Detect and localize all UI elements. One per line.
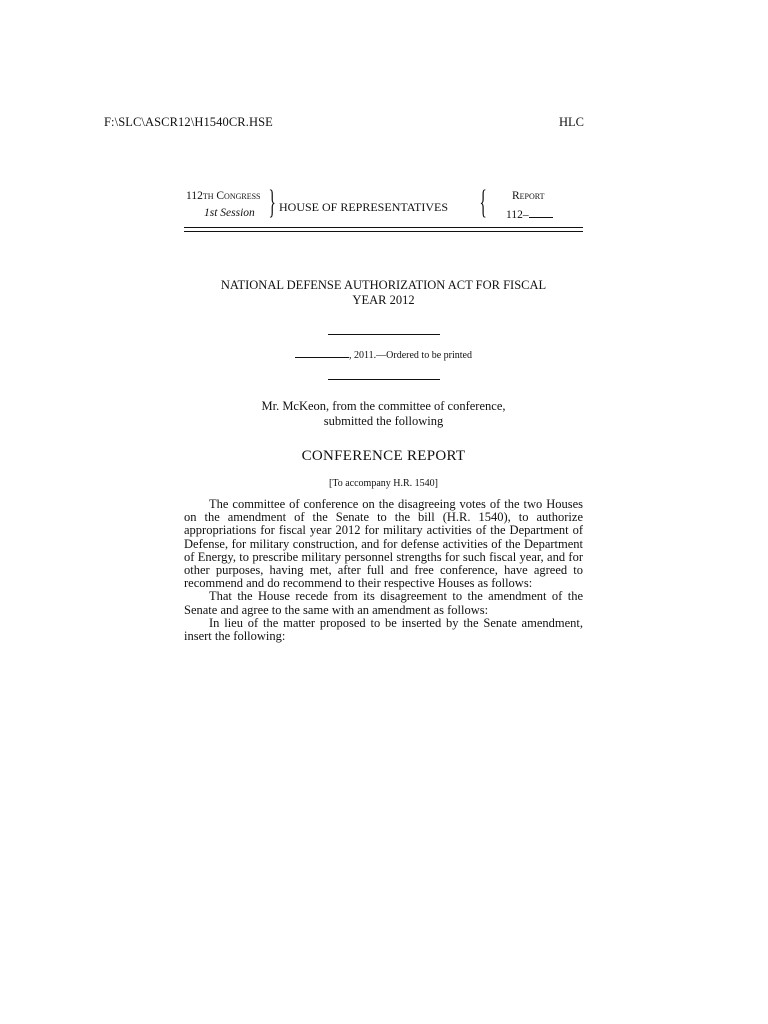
rule-divider-top	[328, 334, 440, 335]
body-paragraph: In lieu of the matter proposed to be inserted by the Senate amendment, insert the following:	[184, 615, 583, 644]
right-brace-icon: }	[268, 184, 276, 221]
session-label: 1st Session	[204, 207, 255, 219]
submitted-line-2: submitted the following	[323, 414, 444, 428]
report-number-prefix: 112–	[506, 209, 529, 221]
rule-divider-bottom	[328, 379, 440, 380]
double-rule	[184, 227, 583, 232]
left-brace-icon: {	[479, 184, 487, 221]
submitted-line-1: Mr. McKeon, from the committee of conference,	[261, 399, 506, 413]
title-line-1: NATIONAL DEFENSE AUTHORIZATION ACT FOR FISCAL	[220, 278, 547, 292]
accompany-note: [To accompany H.R. 1540]	[329, 478, 438, 489]
body-paragraph: That the House recede from its disagreement to the amendment of the Senate and agree to the same with an amendment as follows:	[184, 589, 583, 617]
report-body	[184, 498, 583, 643]
conference-report-heading: CONFERENCE REPORT	[301, 448, 466, 464]
document-id: HLC	[559, 115, 584, 129]
date-blank	[295, 349, 349, 358]
congress-suffix: th Congress	[202, 190, 261, 202]
report-number-blank	[529, 207, 553, 218]
report-number	[506, 207, 553, 221]
ordered-printed-line	[184, 349, 583, 361]
house-label: HOUSE OF REPRESENTATIVES	[279, 200, 449, 214]
ordered-text: , 2011.—Ordered to be printed	[349, 350, 472, 361]
document-title	[184, 278, 583, 308]
submitted-by	[184, 399, 583, 429]
title-line-2: YEAR 2012	[352, 293, 415, 307]
congress-number: 112	[186, 190, 203, 202]
report-caption	[184, 186, 583, 230]
body-paragraph: The committee of conference on the disagreeing votes of the two Houses on the amendment of the Senate to the bill (H.R. 1540), to authorize appropriations for fiscal year 2012 for military activities of the Department of Defense, for military construction, and for defense activities of the Department of Energy, to prescribe military personnel strengths for such fiscal year, and for other purposes, having met, after full and free conference, have agreed to recommend and do recommend to their respective Houses as follows:	[184, 497, 583, 591]
file-path: F:\SLC\ASCR12\H1540CR.HSE	[104, 115, 273, 129]
congress-label	[186, 190, 261, 202]
report-label: Report	[512, 190, 545, 202]
